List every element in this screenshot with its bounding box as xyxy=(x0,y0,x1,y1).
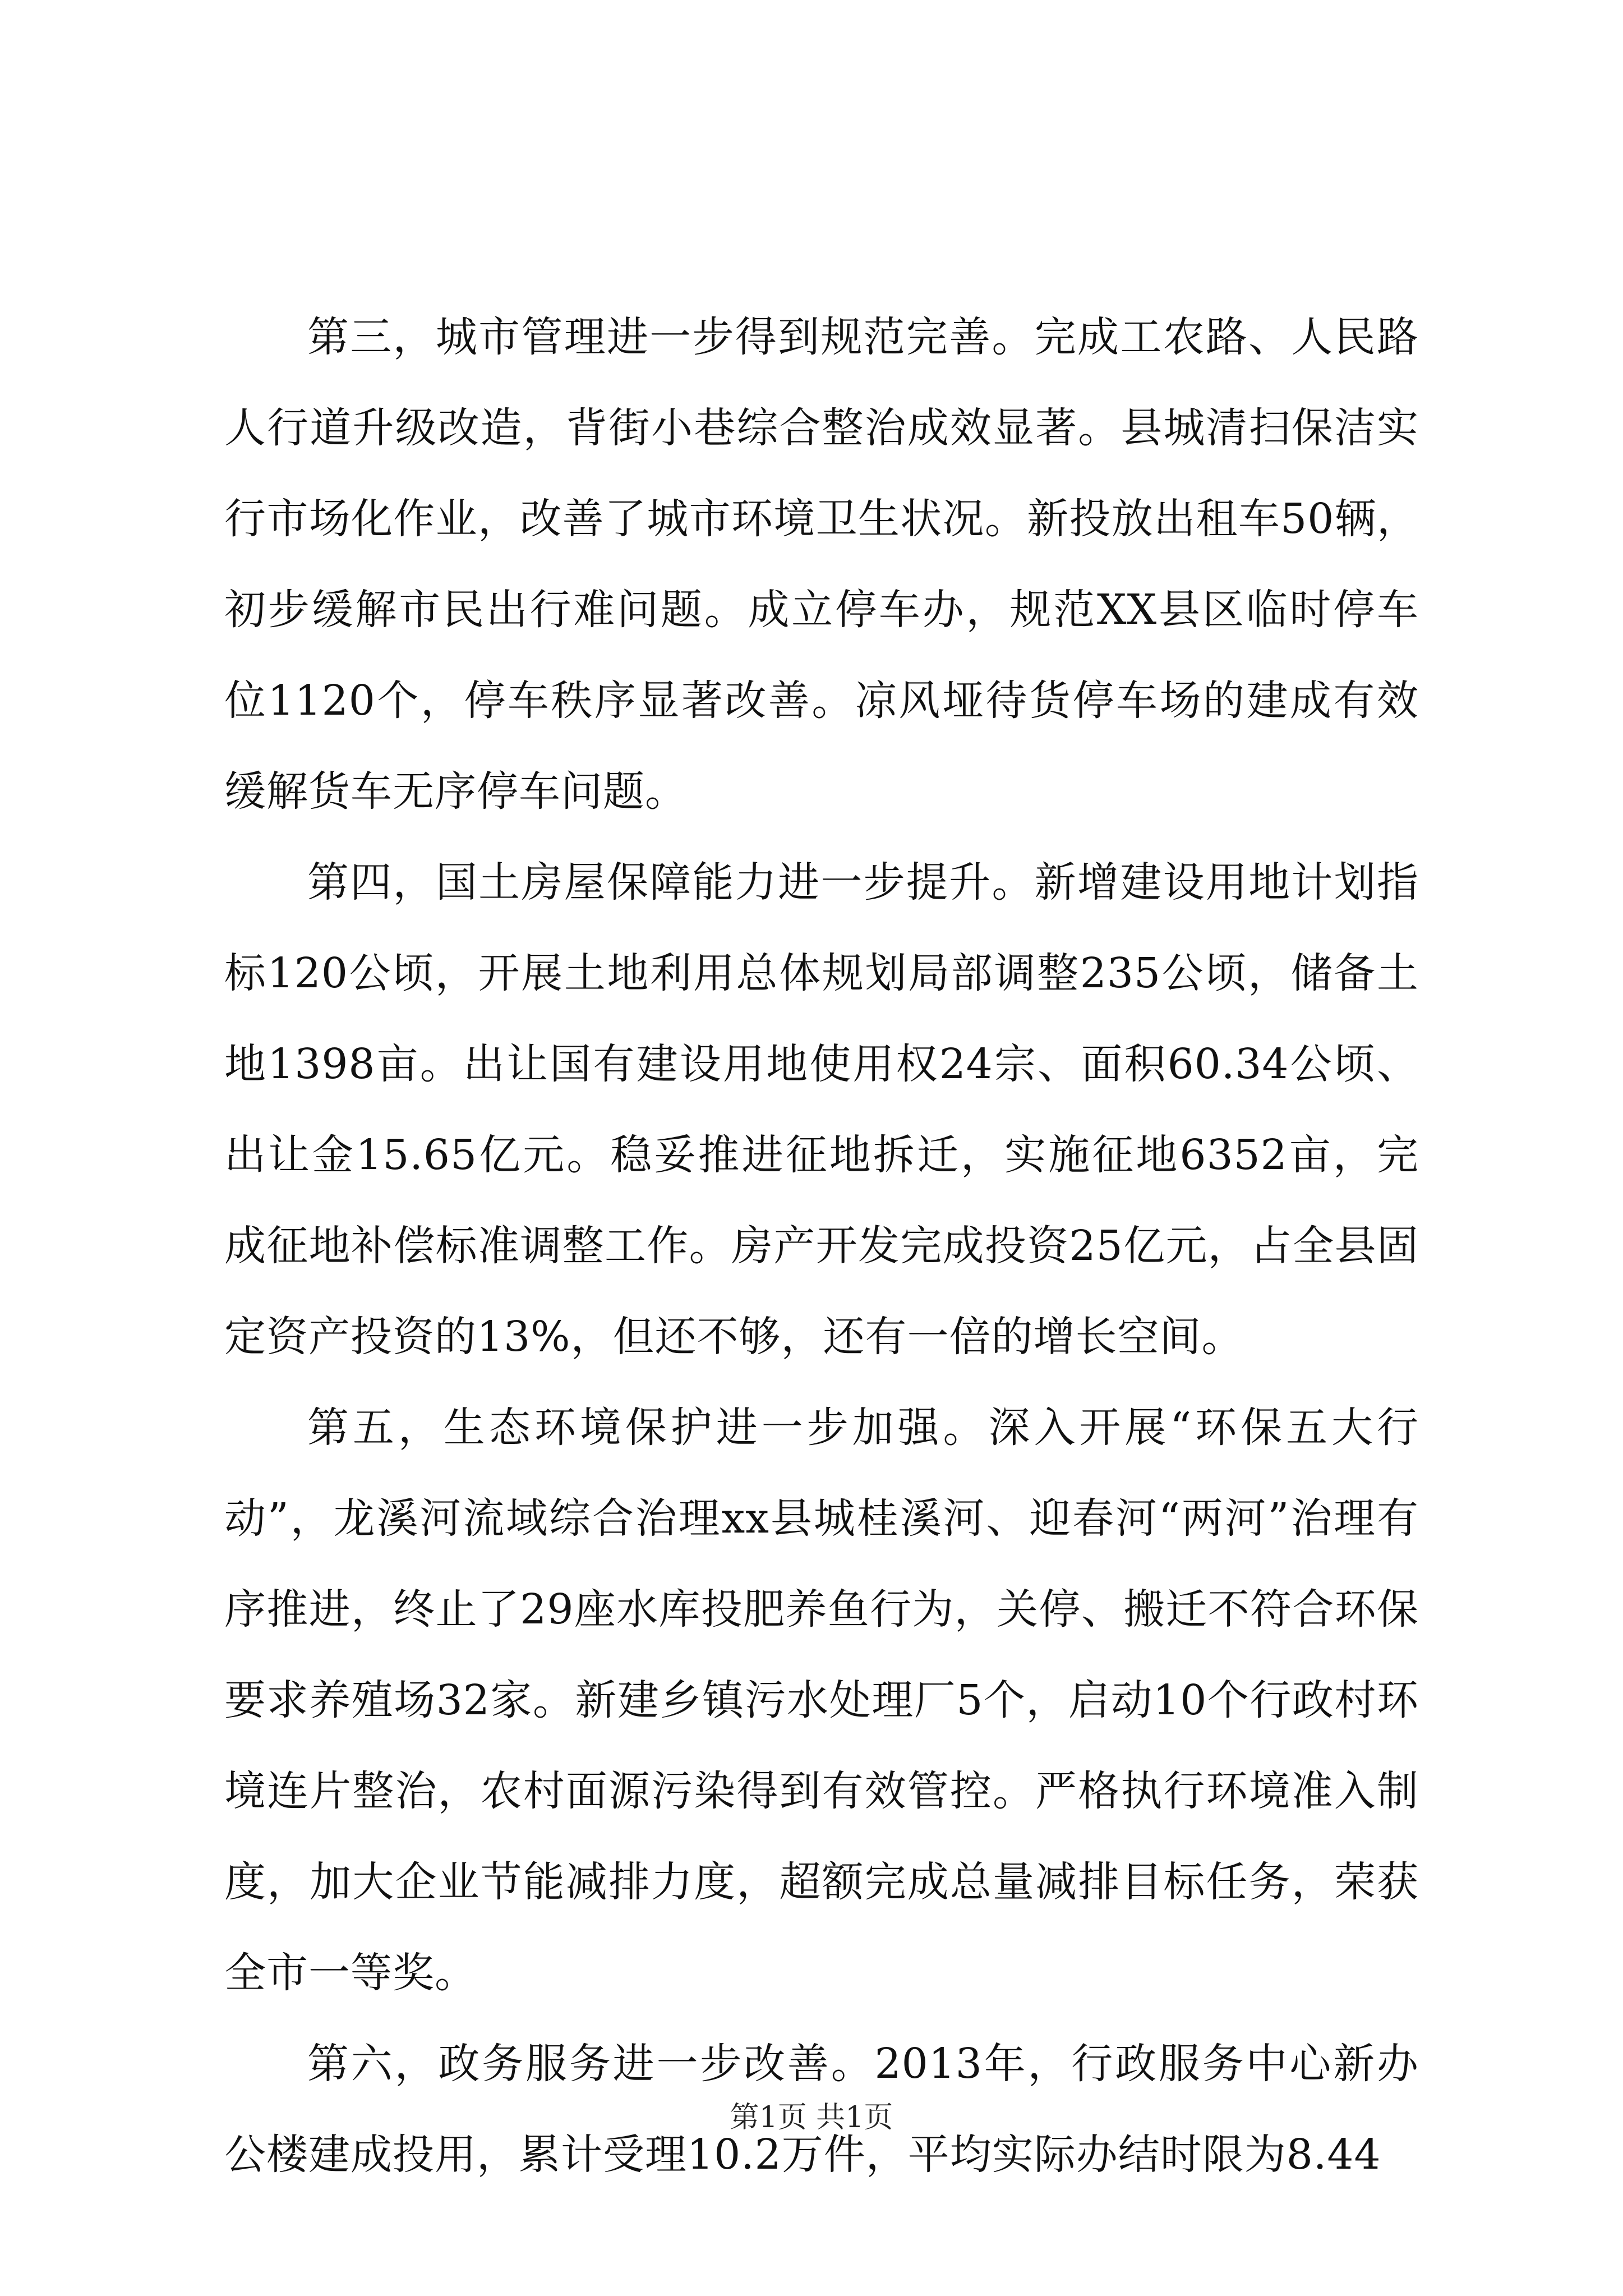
paragraph-land-housing: 第四，国土房屋保障能力进一步提升。新增建设用地计划指标120公顷，开展土地利用总体规划局部调整235公顷，储备土地1398亩。出让国有建设用地使用权24宗、面积60.34公顷、出让金15.65亿元。稳妥推进征地拆迁，实施征地6352亩，完成征地补偿标准调整工作。房产开发完成投资25亿元，占全县固定资产投资的13%，但还不够，还有一倍的增长空间。 xyxy=(224,858,1419,1361)
paragraph-ecology: 第五，生态环境保护进一步加强。深入开展“环保五大行动”，龙溪河流域综合治理xx县城桂溪河、迎春河“两河”治理有序推进，终止了29座水库投肥养鱼行为，关停、搬迁不符合环保要求养殖场32家。新建乡镇污水处理厂5个，启动10个行政村环境连片整治，农村面源污染得到有效管控。严格执行环境准入制度，加大企业节能减排力度，超额完成总量减排目标任务，荣获全市一等奖。 xyxy=(224,1404,1419,1997)
paragraph-city-management: 第三，城市管理进一步得到规范完善。完成工农路、人民路人行道升级改造，背街小巷综合整治成效显著。县城清扫保洁实行市场化作业，改善了城市环境卫生状况。新投放出租车50辆，初步缓解市民出行难问题。成立停车办，规范XX县区临时停车位1120个，停车秩序显著改善。凉风垭待货停车场的建成有效缓解货车无序停车问题。 xyxy=(224,313,1419,816)
page-footer: 第1页 共1页 xyxy=(730,2101,893,2134)
document-body xyxy=(224,292,1419,2200)
paragraph-government-service: 第六，政务服务进一步改善。2013年，行政服务中心新办公楼建成投用，累计受理10.2万件，平均实际办结时限为8.44 xyxy=(224,2040,1419,2179)
